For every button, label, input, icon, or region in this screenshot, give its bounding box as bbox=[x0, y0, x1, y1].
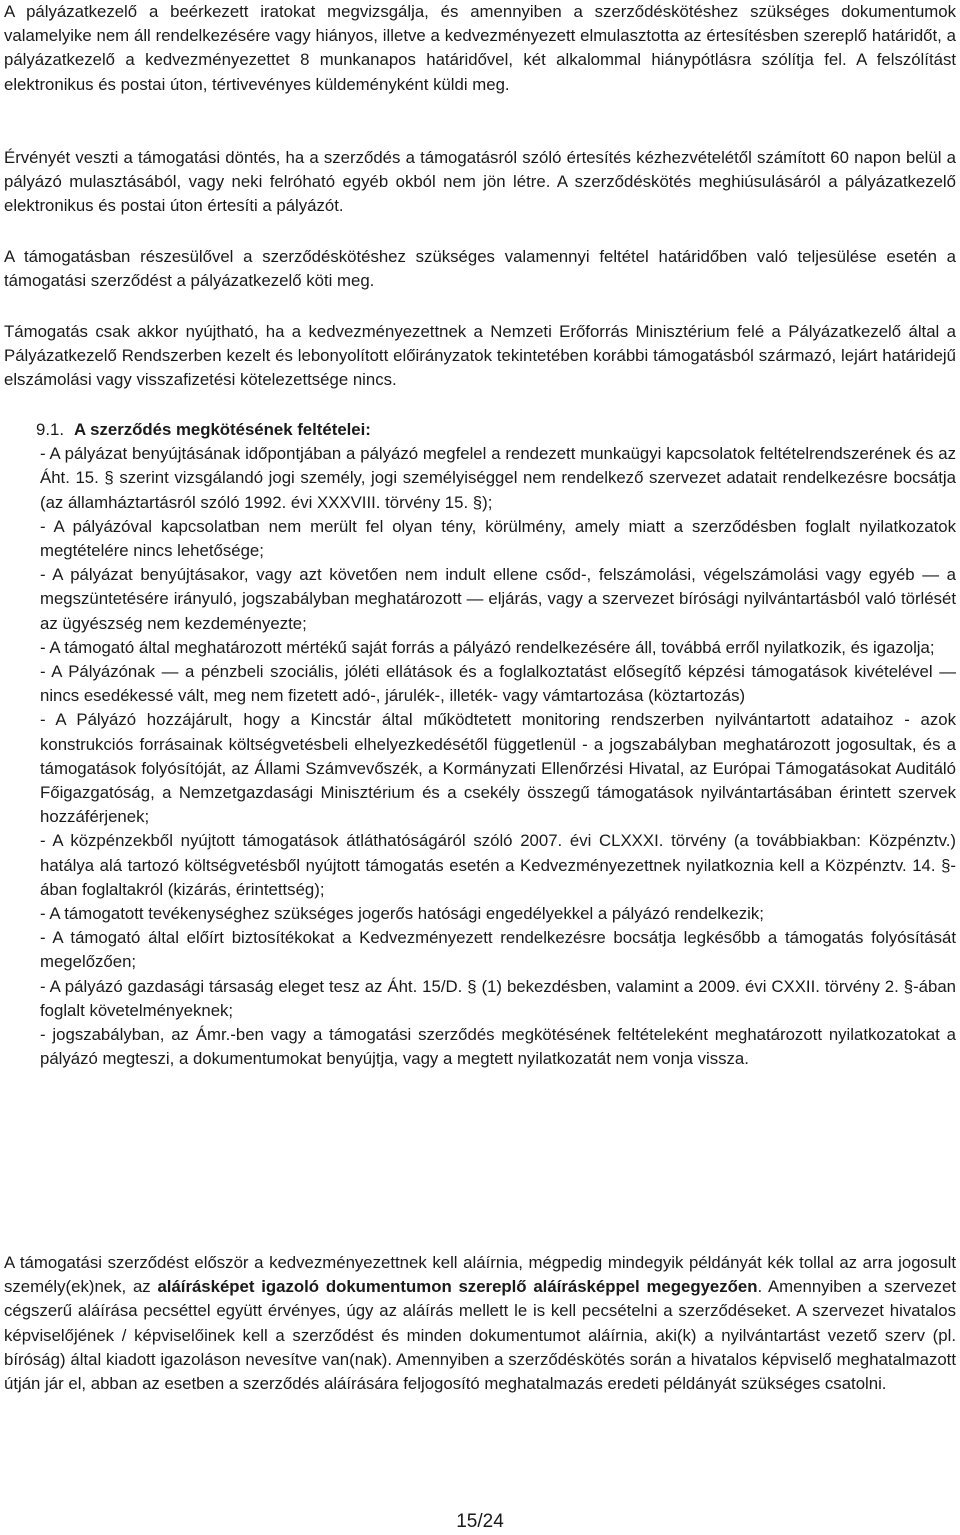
list-item: - A Pályázó hozzájárult, hogy a Kincstár által működtetett monitoring rendszerben nyilvántartott adataihoz - azok konstrukciós forrásainak költségvetésbeli elhelyezkedésétől függetlenül - a jogszabályban meghatározott jogosultak, és a támogatások folyósítóját, az Állami Számvevőszék, a Kormányzati Ellenőrzési Hivatal, az Európai Támogatásokat Auditáló Főigazgatóság, a Nemzetgazdasági Minisztérium és a csekély összegű támogatások nyilvántartásában érintett szervek hozzáférjenek; bbox=[40, 710, 956, 827]
list-item: - A pályázó gazdasági társaság eleget tesz az Áht. 15/D. § (1) bekezdésben, valamint a 2009. évi CXXII. törvény 2. §-ában foglalt követelményeknek; bbox=[40, 976, 956, 1020]
paragraph-missing-documents: A pályázatkezelő a beérkezett iratokat megvizsgálja, és amennyiben a szerződéskötéshez szükséges dokumentumok valamelyike nem áll rendelkezésére vagy hiányos, illetve a kedvezményezett elmulasztotta az értesítésben szereplő határidőt, a pályázatkezelő a kedvezményezettet 8 munkanapos határidővel, két alkalommal hiánypótlásra szólítja fel. A felszólítást elektronikus és postai úton, tértivevényes küldeményként küldi meg. bbox=[4, 2, 956, 94]
list-item: - A támogató által meghatározott mértékű saját forrás a pályázó rendelkezésére áll, továbbá erről nyilatkozik, és igazolja; bbox=[40, 637, 935, 657]
paragraph-decision-expiry: Érvényét veszti a támogatási döntés, ha a szerződés a támogatásról szóló értesítés kézhezvételétől számított 60 napon belül a pályázó mulasztásából, vagy neki felróható egyéb okból nem jön létre. A szerződéskötés meghiúsulásáról a pályázatkezelő elektronikus és postai úton értesíti a pályázót. bbox=[4, 148, 956, 216]
section-heading bbox=[36, 418, 956, 442]
list-item: - A pályázóval kapcsolatban nem merült fel olyan tény, körülmény, amely miatt a szerződésben foglalt nyilatkozatok megtételére nincs lehetősége; bbox=[40, 516, 956, 561]
page-number: 15/24 bbox=[456, 1511, 504, 1532]
section-contract-conditions bbox=[36, 418, 956, 1071]
list-item: - A támogató által előírt biztosítékokat a Kedvezményezett rendelkezésre bocsátja legkésőbb a támogatás folyósítását megelőzően; bbox=[40, 928, 956, 972]
list-item: - A Pályázónak — a pénzbeli szociális, jóléti ellátások és a foglalkoztatást elősegítő képzési támogatások kivételével — nincs esedékessé vált, meg nem fizetett adó-, járulék-, illeték- vagy vámtartozása (köztartozás) bbox=[40, 662, 956, 706]
section-number: 9.1. bbox=[36, 420, 64, 439]
conditions-list bbox=[40, 442, 956, 1071]
paragraph-signature-rules bbox=[4, 1251, 956, 1396]
list-item: - jogszabályban, az Ámr.-ben vagy a támogatási szerződés megkötésének feltételeként meghatározott nyilatkozatokat a pályázó megteszi, a dokumentumokat benyújtja, vagy a megtett nyilatkozatát nem vonja vissza. bbox=[40, 1025, 956, 1069]
list-item: - A pályázat benyújtásának időpontjában a pályázó megfelel a rendezett munkaügyi kapcsolatok feltételrendszerének és az Áht. 15. § szerint vizsgálandó jogi személy, jogi személyiséggel nem rendelkező szervezet adatait rendelkezésre bocsátja (az államháztartásról szóló 1992. évi XXXVIII. törvény 15. §); bbox=[40, 444, 956, 512]
signature-text-bold: aláírásképet igazoló dokumentumon szereplő aláírásképpel megegyezően bbox=[157, 1277, 758, 1297]
paragraph-contract-signing: A támogatásban részesülővel a szerződéskötéshez szükséges valamennyi feltétel határidőben való teljesülése esetén a támogatási szerződést a pályázatkezelő köti meg. bbox=[4, 247, 956, 291]
signature-text-end: . Amennyiben a szervezet cégszerű aláírása pecséttel együtt érvényes, úgy az aláírás mellett le is kell pecsételni a szerződéseket. A szervezet hivatalos képviselőjének / képviselőinek kell a szerződést és minden dokumentumot aláírnia, aki(k) a nyilvántartást vezető szerv (pl. bíróság) által kiadott igazoláson nevesítve van(nak). Amennyiben a szerződéskötés során a hivatalos képviselő meghatalmazott útján jár el, abban az esetben a szerződés aláírására feljogosító meghatalmazás eredeti példányát szükséges csatolni. bbox=[4, 1277, 956, 1394]
section-title: A szerződés megkötésének feltételei: bbox=[74, 420, 371, 439]
signature-text-start: A támogatási szerződést először a kedvezményezettnek kell aláírnia, mégpedig mindegyik példányát kék tollal az arra jogosult személy(ek)nek, az bbox=[4, 1253, 956, 1297]
list-item: - A pályázat benyújtásakor, vagy azt követően nem indult ellene csőd-, felszámolási, végelszámolási vagy egyéb — a megszüntetésére irányuló, jogszabályban meghatározott — eljárás, vagy a szervezet bírósági nyilvántartásból való törlését az ügyészség nem kezdeményezte; bbox=[40, 565, 956, 633]
paragraph-support-conditions: Támogatás csak akkor nyújtható, ha a kedvezményezettnek a Nemzeti Erőforrás Minisztérium felé a Pályázatkezelő által a Pályázatkezelő Rendszerben kezelt és lebonyolított előirányzatok tekintetében korábbi támogatásból származó, lejárt határidejű elszámolási vagy visszafizetési kötelezettsége nincs. bbox=[4, 322, 956, 390]
list-item: - A közpénzekből nyújtott támogatások átláthatóságáról szóló 2007. évi CLXXXI. törvény (a továbbiakban: Közpénztv.) hatálya alá tartozó költségvetésből nyújtott támogatás esetén a Kedvezményezettnek nyilatkoznia kell a Közpénztv. 14. §-ában foglaltakról (kizárás, érintettség); bbox=[40, 831, 956, 899]
list-item: - A támogatott tevékenységhez szükséges jogerős hatósági engedélyekkel a pályázó rendelkezik; bbox=[40, 904, 764, 924]
